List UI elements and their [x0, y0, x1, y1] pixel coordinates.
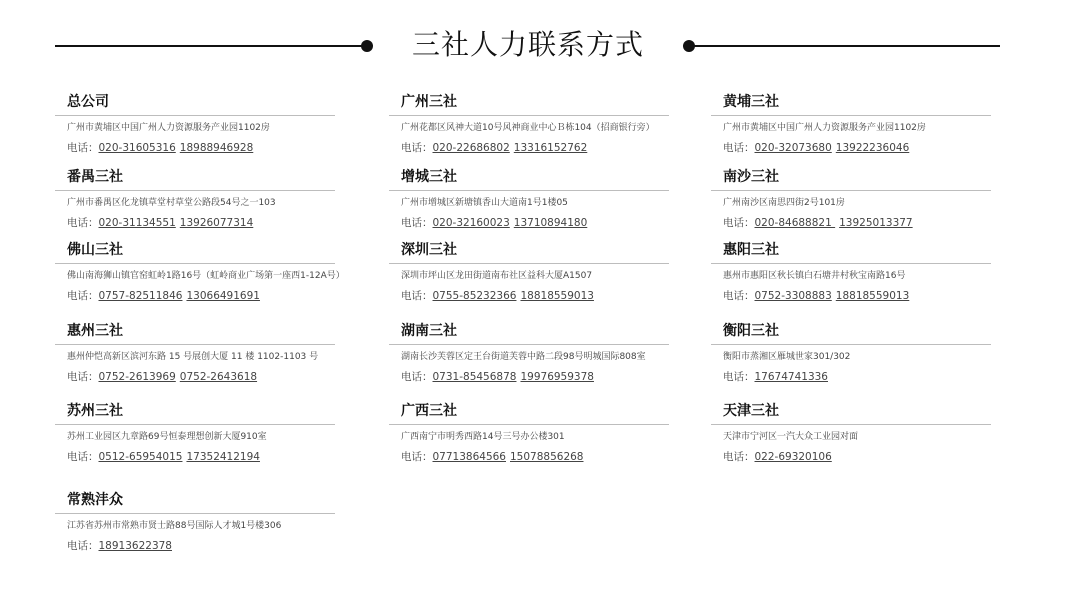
phone-label: 电话：: [401, 290, 433, 302]
branch-name: 增城三社: [401, 169, 457, 185]
phone-row: [389, 370, 669, 384]
phone-row: [55, 370, 335, 384]
phone-row: [55, 216, 335, 230]
branch-address: 惠州市惠阳区秋长镇白石塘井村秋宝南路16号: [723, 271, 906, 281]
branch-address: 湖南长沙芙蓉区定王台街道芙蓉中路二段98号明城国际808室: [401, 352, 646, 362]
contact-card: [55, 241, 345, 303]
contact-card: [389, 322, 669, 384]
phone-link[interactable]: 020-84688821: [754, 217, 836, 229]
phone-label: 电话：: [67, 371, 99, 383]
phone-label: 电话：: [67, 451, 99, 463]
contact-card: [389, 241, 669, 303]
branch-address: 广州南沙区南思四街2号101房: [723, 198, 845, 208]
phone-row: [389, 289, 669, 303]
phone-link[interactable]: 13922236046: [835, 142, 910, 154]
branch-address: 深圳市坪山区龙田街道南布社区益科大厦A1507: [401, 271, 593, 281]
phone-label: 电话：: [723, 142, 755, 154]
phone-row: [711, 370, 991, 384]
branch-address: 广州市增城区新塘镇香山大道南1号1楼05: [401, 198, 568, 208]
phone-link[interactable]: 13925013377: [839, 217, 913, 229]
branch-name: 深圳三社: [401, 242, 457, 258]
phone-row: [55, 289, 335, 303]
branch-name: 番禺三社: [67, 169, 123, 185]
header-left-dot: [361, 40, 373, 52]
branch-address: 佛山南海狮山镇官窑虹岭1路16号（虹岭商业广场第一座西1-12A号）: [67, 271, 345, 281]
branch-address: 广州市黄埔区中国广州人力资源服务产业园1102房: [723, 123, 926, 133]
contact-card: [55, 168, 335, 230]
phone-row: [711, 216, 991, 230]
divider: [389, 190, 669, 191]
branch-address: 广州市番禺区化龙镇草堂村草堂公路段54号之一103: [67, 198, 276, 208]
phone-label: 电话：: [723, 451, 755, 463]
phone-link[interactable]: 0757-82511846: [98, 290, 183, 302]
phone-row: [711, 450, 991, 464]
header-left-line: [55, 45, 367, 47]
branch-name: 广州三社: [401, 94, 457, 110]
divider: [55, 424, 335, 425]
divider: [711, 263, 991, 264]
phone-link[interactable]: 13066491691: [186, 290, 260, 302]
phone-label: 电话：: [67, 540, 99, 552]
branch-name: 总公司: [67, 94, 109, 110]
phone-label: 电话：: [401, 217, 433, 229]
phone-link[interactable]: 0512-65954015: [98, 451, 183, 463]
phone-link[interactable]: 07713864566: [432, 451, 506, 463]
phone-label: 电话：: [67, 290, 99, 302]
contact-card: [55, 402, 335, 464]
contact-card: [711, 241, 991, 303]
contact-card: [711, 168, 991, 230]
phone-link[interactable]: 15078856268: [510, 451, 584, 463]
branch-name: 苏州三社: [67, 403, 123, 419]
contact-card: [711, 322, 991, 384]
divider: [389, 344, 669, 345]
phone-link[interactable]: 19976959378: [520, 371, 594, 383]
contact-card: [711, 93, 991, 155]
phone-label: 电话：: [401, 371, 433, 383]
contact-card: [55, 322, 335, 384]
phone-link[interactable]: 0755-85232366: [432, 290, 517, 302]
branch-name: 常熟沣众: [67, 492, 123, 508]
branch-address: 江苏省苏州市常熟市贤士路88号国际人才城1号楼306: [67, 521, 282, 531]
branch-address: 惠州仲恺高新区滨河东路 15 号展创大厦 11 楼 1102-1103 号: [67, 352, 319, 362]
phone-link[interactable]: 020-32160023: [432, 217, 510, 229]
phone-link[interactable]: 13316152762: [513, 142, 588, 154]
phone-row: [389, 450, 669, 464]
branch-address: 广州花都区风神大道10号风神商业中心Ｂ栋104（招商银行旁）: [401, 123, 655, 133]
branch-name: 佛山三社: [67, 242, 123, 258]
phone-label: 电话：: [723, 371, 755, 383]
phone-link[interactable]: 0752-2613969: [98, 371, 176, 383]
phone-link[interactable]: 13710894180: [513, 217, 588, 229]
divider: [55, 263, 335, 264]
phone-link[interactable]: 0731-85456878: [432, 371, 517, 383]
phone-link[interactable]: 020-31605316: [98, 142, 176, 154]
phone-row: [389, 216, 669, 230]
page-title: 三社人力联系方式: [411, 28, 644, 61]
contact-card: [55, 93, 335, 155]
divider: [389, 424, 669, 425]
phone-row: [55, 539, 335, 553]
divider: [55, 190, 335, 191]
branch-address: 苏州工业园区九章路69号恒泰理想创新大厦910室: [67, 432, 267, 442]
divider: [711, 344, 991, 345]
branch-name: 惠州三社: [67, 323, 123, 339]
phone-label: 电话：: [401, 451, 433, 463]
branch-name: 广西三社: [401, 403, 457, 419]
phone-link[interactable]: 0752-3308883: [754, 290, 832, 302]
contact-card: [711, 402, 991, 464]
phone-link[interactable]: 13926077314: [179, 217, 254, 229]
phone-label: 电话：: [67, 142, 99, 154]
divider: [711, 190, 991, 191]
branch-address: 衡阳市蒸湘区雁城世家301/302: [723, 352, 851, 362]
phone-link[interactable]: 18913622378: [98, 540, 172, 552]
branch-address: 广西南宁市明秀西路14号三号办公楼301: [401, 432, 565, 442]
branch-name: 天津三社: [723, 403, 779, 419]
phone-link[interactable]: 17674741336: [754, 371, 828, 383]
phone-link[interactable]: 18988946928: [179, 142, 254, 154]
contact-card: [389, 168, 669, 230]
contact-card: [389, 402, 669, 464]
contact-card: [389, 93, 669, 155]
phone-link[interactable]: 17352412194: [186, 451, 260, 463]
branch-name: 衡阳三社: [723, 323, 779, 339]
phone-link[interactable]: 020-31134551: [98, 217, 176, 229]
branch-address: 广州市黄埔区中国广州人力资源服务产业园1102房: [67, 123, 270, 133]
page-header: [0, 24, 1080, 68]
divider: [711, 115, 991, 116]
phone-row: [55, 450, 335, 464]
phone-row: [711, 141, 991, 155]
phone-label: 电话：: [723, 217, 755, 229]
phone-link[interactable]: 18818559013: [835, 290, 910, 302]
phone-link[interactable]: 0752-2643618: [179, 371, 258, 383]
phone-link[interactable]: 020-22686802: [432, 142, 510, 154]
divider: [711, 424, 991, 425]
branch-address: 天津市宁河区一汽大众工业园对面: [723, 432, 859, 442]
phone-label: 电话：: [723, 290, 755, 302]
phone-link[interactable]: 022-69320106: [754, 451, 832, 463]
branch-name: 南沙三社: [723, 169, 779, 185]
phone-row: [55, 141, 335, 155]
branch-name: 湖南三社: [401, 323, 457, 339]
divider: [389, 263, 669, 264]
phone-link[interactable]: 020-32073680: [754, 142, 832, 154]
branch-name: 黄埔三社: [723, 94, 779, 110]
divider: [55, 513, 335, 514]
phone-row: [711, 289, 991, 303]
header-right-line: [686, 45, 1000, 47]
phone-label: 电话：: [67, 217, 99, 229]
divider: [55, 115, 335, 116]
contact-card: [55, 491, 335, 553]
divider: [389, 115, 669, 116]
phone-row: [389, 141, 669, 155]
branch-name: 惠阳三社: [723, 242, 779, 258]
phone-label: 电话：: [401, 142, 433, 154]
phone-link[interactable]: 18818559013: [520, 290, 594, 302]
divider: [55, 344, 335, 345]
